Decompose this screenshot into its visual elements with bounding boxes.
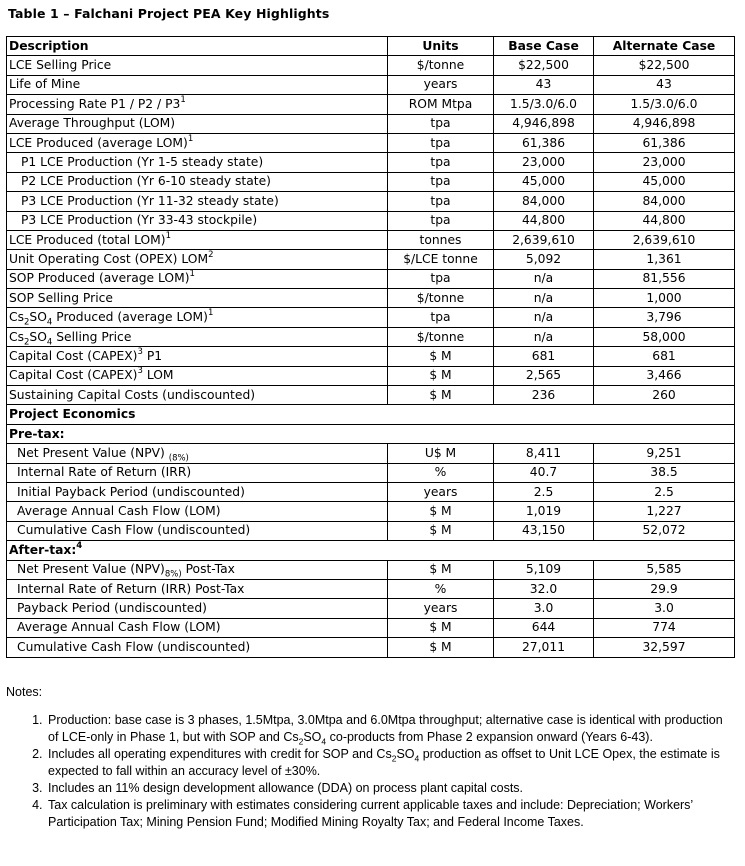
desc-text: LCE Produced (total LOM)	[9, 232, 166, 247]
note-text: Includes an 11% design development allowance (DDA) on process plant capital costs.	[48, 781, 524, 795]
section-project-economics	[7, 405, 735, 424]
row-alternate-case: 260	[594, 386, 735, 405]
row-alternate-case: 44,800	[594, 211, 735, 230]
row-units: tpa	[388, 192, 494, 211]
section-aftertax-label	[7, 541, 735, 560]
row-units: $ M	[388, 521, 494, 540]
header-alternate-case: Alternate Case	[594, 37, 735, 56]
desc-part: LOM	[142, 368, 174, 383]
note-text: production as offset to Unit LCE Opex, the estimate is expected to fall within an accuracy level of ±30%.	[48, 747, 720, 778]
note-text: Includes all operating expenditures with credit for SOP and Cs	[48, 747, 392, 761]
note-text: SO	[303, 730, 322, 744]
row-description	[7, 56, 388, 75]
section-text: Project Economics	[9, 407, 136, 422]
note-text: Tax calculation is preliminary with estimates considering current applicable taxes and include: Depreciation; Workers’ Participation Tax; Mining Pension Fund; Modified Mining Royalty Tax; and Federal Income Taxes.	[48, 798, 693, 829]
table-row	[7, 521, 735, 540]
row-description	[7, 638, 388, 657]
row-units: years	[388, 599, 494, 618]
subscript: 4	[46, 317, 53, 328]
subscript: 2	[298, 736, 304, 747]
row-description	[7, 327, 388, 346]
table-row	[7, 386, 735, 405]
row-base-case: 644	[494, 618, 594, 637]
row-alternate-case: 58,000	[594, 327, 735, 346]
row-base-case: 2.5	[494, 482, 594, 501]
row-base-case: 5,092	[494, 250, 594, 269]
row-units: $/tonne	[388, 289, 494, 308]
row-units: tpa	[388, 269, 494, 288]
row-description	[7, 192, 388, 211]
footnote-ref: 1	[187, 133, 194, 144]
table-row	[7, 211, 735, 230]
notes-label: Notes:	[6, 685, 43, 699]
table-row	[7, 289, 735, 308]
row-description	[7, 211, 388, 230]
desc-part: Cs	[9, 310, 24, 325]
row-units: tpa	[388, 172, 494, 191]
desc-text: Internal Rate of Return (IRR)	[17, 465, 192, 480]
desc-text: Payback Period (undiscounted)	[17, 601, 207, 616]
note-item	[46, 797, 736, 831]
row-alternate-case: 45,000	[594, 172, 735, 191]
desc-text: Net Present Value (NPV)	[17, 445, 169, 460]
table-row	[7, 638, 735, 657]
row-units: %	[388, 463, 494, 482]
subscript: 4	[414, 753, 420, 764]
row-base-case: 23,000	[494, 153, 594, 172]
desc-text: Sustaining Capital Costs (undiscounted)	[9, 387, 256, 402]
subscript: 8%)	[164, 569, 182, 580]
row-alternate-case: 29.9	[594, 579, 735, 598]
row-description	[7, 502, 388, 521]
row-units: $ M	[388, 638, 494, 657]
row-base-case: 2,565	[494, 366, 594, 385]
desc-text: P3 LCE Production (Yr 33-43 stockpile)	[21, 213, 258, 228]
row-units: ROM Mtpa	[388, 95, 494, 114]
row-base-case: 27,011	[494, 638, 594, 657]
table-row	[7, 579, 735, 598]
row-description	[7, 133, 388, 152]
subscript: 2	[24, 317, 30, 328]
row-units: U$ M	[388, 444, 494, 463]
row-units: $/LCE tonne	[388, 250, 494, 269]
row-alternate-case: 774	[594, 618, 735, 637]
note-text: SO	[396, 747, 415, 761]
row-units: $ M	[388, 386, 494, 405]
row-description	[7, 269, 388, 288]
row-alternate-case: 3.0	[594, 599, 735, 618]
header-description: Description	[7, 37, 388, 56]
desc-part: P1	[142, 348, 163, 363]
row-description	[7, 482, 388, 501]
desc-text: SOP Selling Price	[9, 290, 113, 305]
table-row	[7, 327, 735, 346]
desc-text: SOP Produced (average LOM)	[9, 271, 190, 286]
row-units: tpa	[388, 133, 494, 152]
desc-text: Life of Mine	[9, 77, 81, 92]
row-description	[7, 599, 388, 618]
table-row	[7, 172, 735, 191]
row-alternate-case: 4,946,898	[594, 114, 735, 133]
row-alternate-case: 3,466	[594, 366, 735, 385]
row-units: %	[388, 579, 494, 598]
row-units: $ M	[388, 560, 494, 579]
row-base-case: 84,000	[494, 192, 594, 211]
table-row	[7, 444, 735, 463]
section-project-economics-label	[7, 405, 735, 424]
row-description	[7, 444, 388, 463]
row-description	[7, 289, 388, 308]
desc-text: Capital Cost (CAPEX)	[9, 368, 138, 383]
table-row	[7, 463, 735, 482]
row-description	[7, 521, 388, 540]
footnote-ref: 3	[137, 346, 143, 357]
table-row	[7, 75, 735, 94]
table-row	[7, 133, 735, 152]
row-base-case: $22,500	[494, 56, 594, 75]
row-description	[7, 250, 388, 269]
section-pretax	[7, 424, 735, 443]
row-alternate-case: 1,227	[594, 502, 735, 521]
row-units: tpa	[388, 308, 494, 327]
key-highlights-table	[6, 36, 735, 658]
row-base-case: 43	[494, 75, 594, 94]
subscript: 2	[24, 337, 30, 347]
row-alternate-case: 38.5	[594, 463, 735, 482]
row-base-case: n/a	[494, 327, 594, 346]
row-units: tpa	[388, 114, 494, 133]
subscript: 4	[46, 337, 53, 347]
row-units: $ M	[388, 347, 494, 366]
note-text: co-products from Phase 2 expansion onward (Years 6-43).	[326, 730, 653, 744]
table-row	[7, 250, 735, 269]
row-units: $ M	[388, 618, 494, 637]
row-base-case: 40.7	[494, 463, 594, 482]
row-description	[7, 75, 388, 94]
row-base-case: 8,411	[494, 444, 594, 463]
desc-text: Cumulative Cash Flow (undiscounted)	[17, 639, 251, 654]
note-item	[46, 746, 736, 780]
row-alternate-case: 3,796	[594, 308, 735, 327]
row-alternate-case: 84,000	[594, 192, 735, 211]
footnote-ref: 1	[189, 269, 195, 280]
desc-text: LCE Produced (average LOM)	[9, 135, 188, 150]
row-base-case: 1.5/3.0/6.0	[494, 95, 594, 114]
row-description	[7, 618, 388, 637]
row-units: years	[388, 75, 494, 94]
desc-text: Produced (average LOM)	[52, 310, 208, 325]
header-row	[7, 37, 735, 56]
row-base-case: 1,019	[494, 502, 594, 521]
table-row	[7, 599, 735, 618]
desc-text: P1 LCE Production (Yr 1-5 steady state)	[21, 155, 264, 170]
table-row	[7, 95, 735, 114]
table-row	[7, 56, 735, 75]
row-alternate-case: 2,639,610	[594, 230, 735, 249]
row-units: tpa	[388, 211, 494, 230]
row-alternate-case: 1.5/3.0/6.0	[594, 95, 735, 114]
row-units: $/tonne	[388, 56, 494, 75]
row-base-case: 2,639,610	[494, 230, 594, 249]
desc-text: P3 LCE Production (Yr 11-32 steady state)	[21, 193, 279, 208]
row-alternate-case: 1,361	[594, 250, 735, 269]
table-row	[7, 502, 735, 521]
row-alternate-case: $22,500	[594, 56, 735, 75]
row-base-case: 3.0	[494, 599, 594, 618]
row-base-case: n/a	[494, 289, 594, 308]
table-row	[7, 153, 735, 172]
desc-part: SO	[29, 310, 47, 325]
row-description	[7, 308, 388, 327]
footnote-ref: 1	[165, 230, 172, 241]
row-units: $ M	[388, 502, 494, 521]
row-description	[7, 386, 388, 405]
row-alternate-case: 5,585	[594, 560, 735, 579]
row-description	[7, 347, 388, 366]
row-base-case: 681	[494, 347, 594, 366]
desc-text: LCE Selling Price	[9, 58, 112, 73]
row-description	[7, 95, 388, 114]
table-row	[7, 618, 735, 637]
table-row	[7, 366, 735, 385]
row-units: $/tonne	[388, 327, 494, 346]
row-alternate-case: 2.5	[594, 482, 735, 501]
row-base-case: n/a	[494, 308, 594, 327]
header-base-case: Base Case	[494, 37, 594, 56]
table-row	[7, 560, 735, 579]
desc-text: Selling Price	[52, 329, 132, 344]
desc-text: Cumulative Cash Flow (undiscounted)	[17, 523, 251, 538]
row-description	[7, 579, 388, 598]
table-row	[7, 114, 735, 133]
row-units: $ M	[388, 366, 494, 385]
row-alternate-case: 9,251	[594, 444, 735, 463]
desc-text: Average Annual Cash Flow (LOM)	[17, 504, 221, 519]
row-alternate-case: 32,597	[594, 638, 735, 657]
footnote-ref: 3	[137, 366, 143, 377]
row-base-case: 236	[494, 386, 594, 405]
subscript: 4	[321, 736, 327, 747]
section-pretax-label	[7, 424, 735, 443]
row-base-case: n/a	[494, 269, 594, 288]
desc-text: Internal Rate of Return (IRR) Post-Tax	[17, 581, 245, 596]
section-text: Pre-tax:	[9, 426, 65, 441]
header-units: Units	[388, 37, 494, 56]
row-base-case: 32.0	[494, 579, 594, 598]
desc-part: SO	[29, 329, 47, 344]
row-base-case: 44,800	[494, 211, 594, 230]
row-description	[7, 366, 388, 385]
desc-text: P2 LCE Production (Yr 6-10 steady state)	[21, 174, 271, 189]
table-row	[7, 269, 735, 288]
row-alternate-case: 1,000	[594, 289, 735, 308]
table-row	[7, 308, 735, 327]
row-alternate-case: 61,386	[594, 133, 735, 152]
footnote-ref: 1	[180, 94, 186, 105]
row-alternate-case: 52,072	[594, 521, 735, 540]
note-text: Production: base case is 3 phases, 1.5Mtpa, 3.0Mtpa and 6.0Mtpa throughput; alternative case is identical with production of LCE-only in Phase 1, but with SOP and Cs	[48, 713, 723, 744]
table-row	[7, 482, 735, 501]
row-description	[7, 114, 388, 133]
desc-text: Unit Operating Cost (OPEX) LOM	[9, 251, 209, 266]
row-description	[7, 230, 388, 249]
footnote-ref: 1	[207, 308, 214, 319]
row-base-case: 5,109	[494, 560, 594, 579]
row-base-case: 4,946,898	[494, 114, 594, 133]
footnote-ref: 4	[76, 540, 83, 551]
row-alternate-case: 23,000	[594, 153, 735, 172]
desc-text: Processing Rate P1 / P2 / P3	[9, 96, 181, 111]
note-item	[46, 712, 736, 746]
notes-list	[0, 704, 736, 831]
section-text: After-tax:	[9, 542, 77, 557]
desc-text: Average Throughput (LOM)	[9, 116, 176, 131]
row-description	[7, 172, 388, 191]
table-row	[7, 192, 735, 211]
note-item	[46, 780, 736, 797]
desc-text: Initial Payback Period (undiscounted)	[17, 484, 245, 499]
table-title: Table 1 – Falchani Project PEA Key Highlights	[8, 6, 330, 21]
desc-text: Average Annual Cash Flow (LOM)	[17, 620, 221, 635]
subscript: 2	[391, 753, 397, 764]
row-base-case: 61,386	[494, 133, 594, 152]
row-units: tonnes	[388, 230, 494, 249]
desc-part: Post-Tax	[181, 562, 235, 577]
row-alternate-case: 81,556	[594, 269, 735, 288]
subscript: (8%)	[168, 453, 189, 464]
row-description	[7, 153, 388, 172]
table-row	[7, 347, 735, 366]
desc-part: Cs	[9, 329, 24, 344]
table-row	[7, 230, 735, 249]
row-base-case: 45,000	[494, 172, 594, 191]
row-alternate-case: 681	[594, 347, 735, 366]
section-aftertax	[7, 541, 735, 560]
desc-text: Capital Cost (CAPEX)	[9, 348, 138, 363]
row-description	[7, 463, 388, 482]
row-description	[7, 560, 388, 579]
row-alternate-case: 43	[594, 75, 735, 94]
row-base-case: 43,150	[494, 521, 594, 540]
row-units: years	[388, 482, 494, 501]
desc-text: Net Present Value (NPV)	[17, 562, 165, 577]
row-units: tpa	[388, 153, 494, 172]
footnote-ref: 2	[208, 249, 214, 260]
